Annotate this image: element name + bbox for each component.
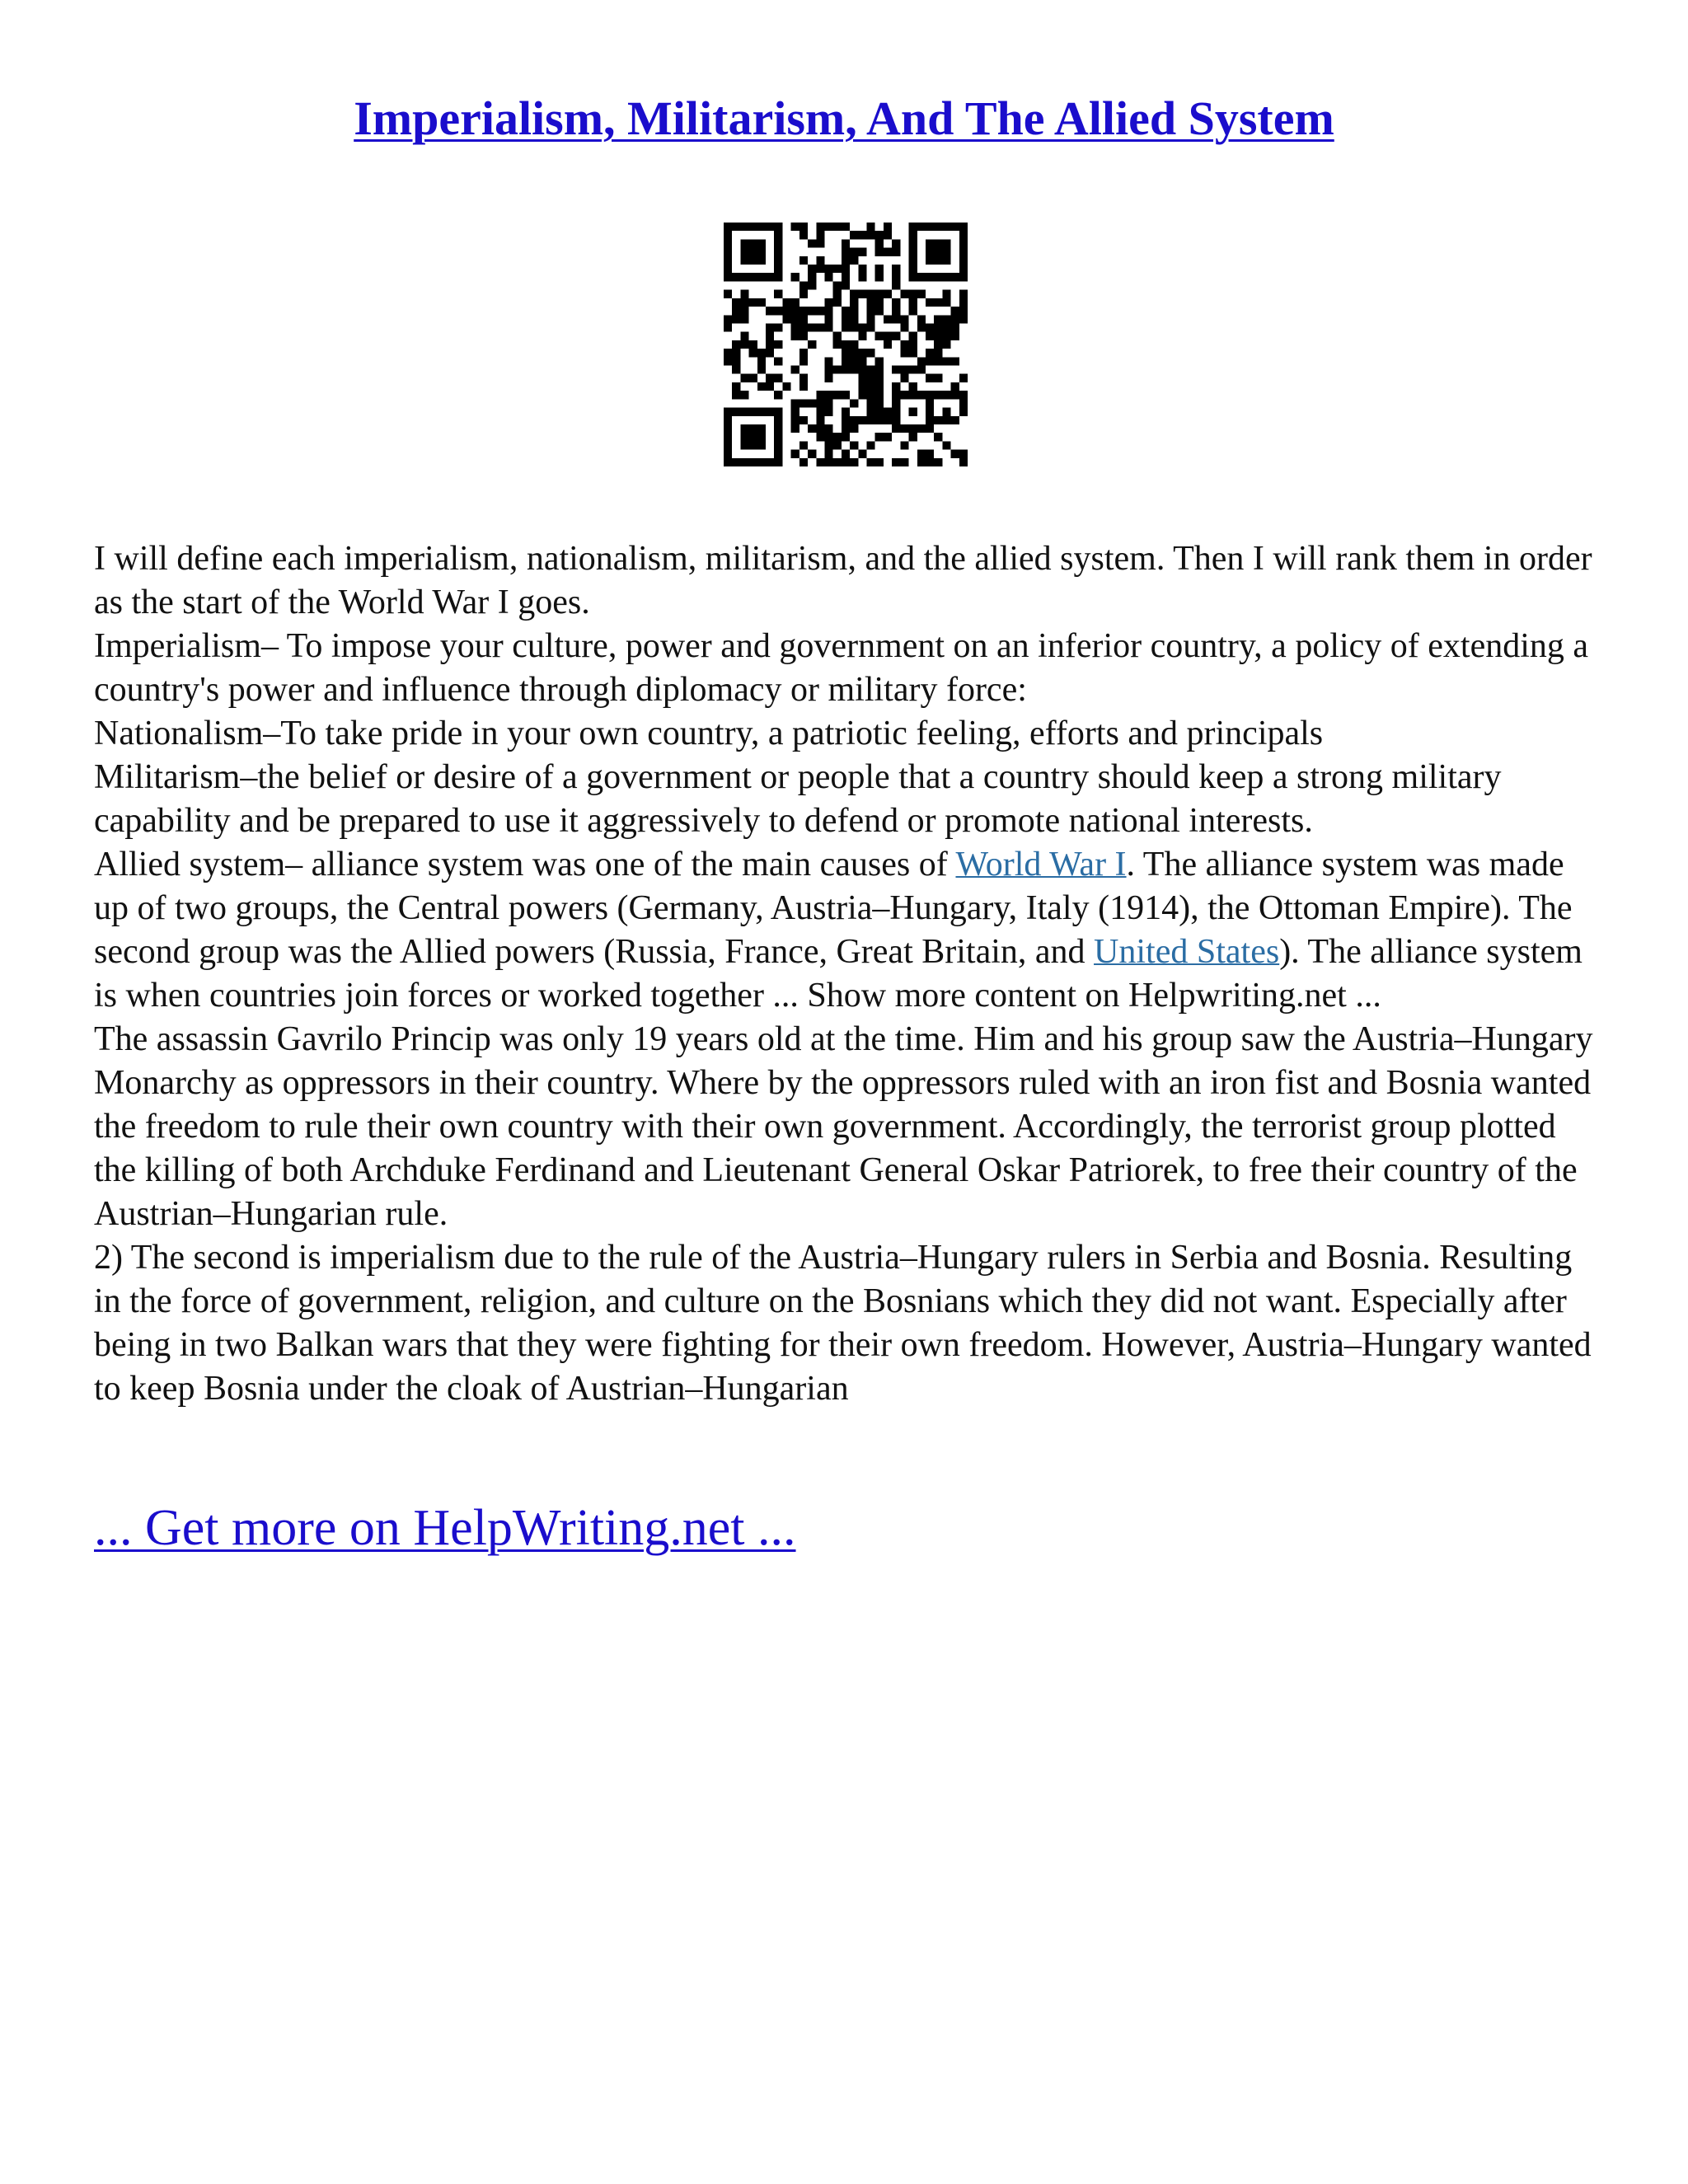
paragraph-intro: I will define each imperialism, nationalism, militarism, and the allied system. Then I will rank them in order as the start of the World War I goes. xyxy=(94,540,1592,621)
qr-code-icon xyxy=(724,223,968,466)
allied-text-1: Allied system– alliance system was one of the main causes of xyxy=(94,846,956,883)
paragraph-allied-system xyxy=(94,843,1602,1018)
paragraph-second: 2) The second is imperialism due to the rule of the Austria–Hungary rulers in Serbia and Bosnia. Resulting in the force of government, religion, and culture on the Bosnians which they did not want. Especially after being in two Balkan wars that they were fighting for their own freedom. However, Austria–Hungary wanted to keep Bosnia under the cloak of Austrian–Hungarian xyxy=(94,1239,1592,1408)
world-war-i-link[interactable]: World War I xyxy=(955,846,1127,883)
paragraph-assassin: The assassin Gavrilo Princip was only 19 years old at the time. Him and his group saw the Austria–Hungary Monarchy as oppressors in their country. Where by the oppressors ruled with an iron fist and Bosnia wanted the freedom to rule their own country with their own government. Accordingly, the terrorist group plotted the killing of both Archduke Ferdinand and Lieutenant General Oskar Patriorek, to free their country of the Austrian–Hungarian rule. xyxy=(94,1020,1593,1233)
title-link[interactable]: Imperialism, Militarism, And The Allied System xyxy=(354,91,1334,145)
paragraph-militarism: Militarism–the belief or desire of a government or people that a country should keep a strong military capability and be prepared to use it aggressively to defend or promote national interests. xyxy=(94,758,1502,840)
paragraph-imperialism: Imperialism– To impose your culture, power and government on an inferior country, a policy of extending a country's power and influence through diplomacy or military force: xyxy=(94,627,1589,709)
page-title xyxy=(0,89,1688,148)
united-states-link[interactable]: United States xyxy=(1094,933,1280,971)
more-link-container xyxy=(94,1497,796,1559)
article-body xyxy=(94,537,1602,1411)
allied-text-2: . The alliance system was made up of two groups, the Central powers (Germany, Austria–Hungary, Italy (1914), the Ottoman Empire). The second group was the Allied powers (Russia, France, Great Britain, and xyxy=(94,846,1573,971)
paragraph-nationalism: Nationalism–To take pride in your own country, a patriotic feeling, efforts and principals xyxy=(94,715,1324,752)
allied-text-3: ). The alliance system is when countries join forces or worked together ... Show more content on Helpwriting.net ... xyxy=(94,933,1582,1015)
get-more-link[interactable]: ... Get more on HelpWriting.net ... xyxy=(94,1500,796,1556)
